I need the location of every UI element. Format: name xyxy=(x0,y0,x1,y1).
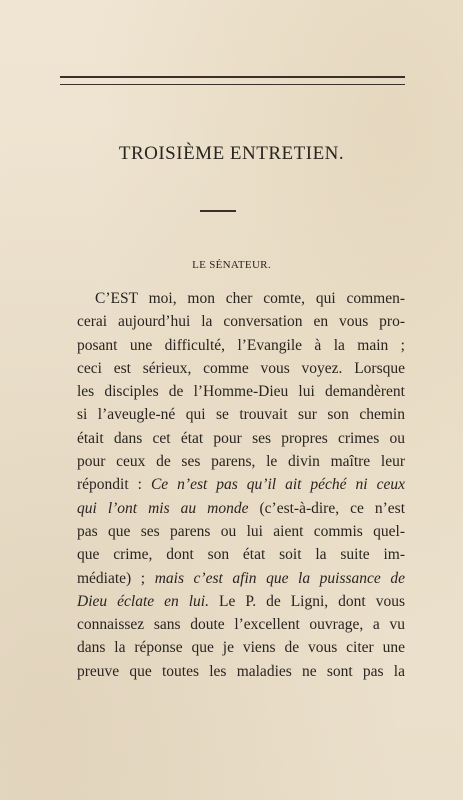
text-segment: pas que ses parens ou lui aient commis quel- xyxy=(77,522,405,540)
title-separator-rule xyxy=(200,210,236,212)
text-segment: cerai aujourd’hui la conversation en vous pro- xyxy=(77,313,405,331)
text-line xyxy=(77,403,405,426)
text-line xyxy=(77,636,405,659)
text-line xyxy=(77,427,405,450)
text-segment: C’EST moi, mon cher comte, qui commen- xyxy=(95,290,405,307)
text-line xyxy=(77,497,405,520)
text-segment: que crime, dont son état soit la suite im- xyxy=(77,546,405,564)
text-segment: répondit : xyxy=(77,476,151,494)
text-segment: les disciples de l’Homme-Dieu lui demandèrent xyxy=(77,383,405,401)
text-segment: preuve que toutes les maladies ne sont pas la xyxy=(77,662,405,680)
text-line xyxy=(77,287,405,310)
italic-text: qui l’ont mis au monde xyxy=(77,499,249,517)
text-line xyxy=(77,660,405,683)
italic-text: Ce n’est pas qu’il ait péché ni ceux xyxy=(150,476,405,494)
text-line xyxy=(77,357,405,380)
text-line xyxy=(77,520,405,543)
italic-text: mais c’est afin que la puissance de xyxy=(154,569,405,587)
text-line xyxy=(77,310,405,333)
text-line xyxy=(77,567,405,590)
text-segment: ceci est sérieux, comme vous voyez. Lorsque xyxy=(77,359,405,377)
body-text xyxy=(77,287,405,683)
text-segment: médiate) ; xyxy=(77,569,155,587)
text-line xyxy=(77,543,405,566)
text-segment: si l’aveugle-né qui se trouvait sur son chemin xyxy=(77,406,405,424)
text-line xyxy=(77,613,405,636)
speaker-label xyxy=(0,259,463,271)
text-line xyxy=(77,380,405,403)
text-segment: était dans cet état pour ses propres crimes ou xyxy=(77,429,405,447)
text-segment: Le P. de Ligni, dont vous xyxy=(208,592,405,610)
header-double-rule xyxy=(60,76,405,85)
text-line xyxy=(77,450,405,473)
text-segment: pour ceux de ses parens, le divin maître leur xyxy=(77,453,405,471)
text-segment: dans la réponse que je viens de vous citer une xyxy=(77,639,405,657)
text-segment: (c’est-à-dire, ce n’est xyxy=(248,499,405,517)
text-line xyxy=(77,590,405,613)
text-segment: connaissez sans doute l’excellent ouvrage, a vu xyxy=(77,616,405,634)
text-segment: posant une difficulté, l’Evangile à la main ; xyxy=(77,336,405,354)
speaker-name: LE SÉNATEUR. xyxy=(192,259,271,271)
chapter-title: TROISIÈME ENTRETIEN. xyxy=(118,143,345,164)
text-line xyxy=(77,473,405,496)
text-line xyxy=(77,334,405,357)
italic-text: Dieu éclate en lui. xyxy=(77,592,209,610)
